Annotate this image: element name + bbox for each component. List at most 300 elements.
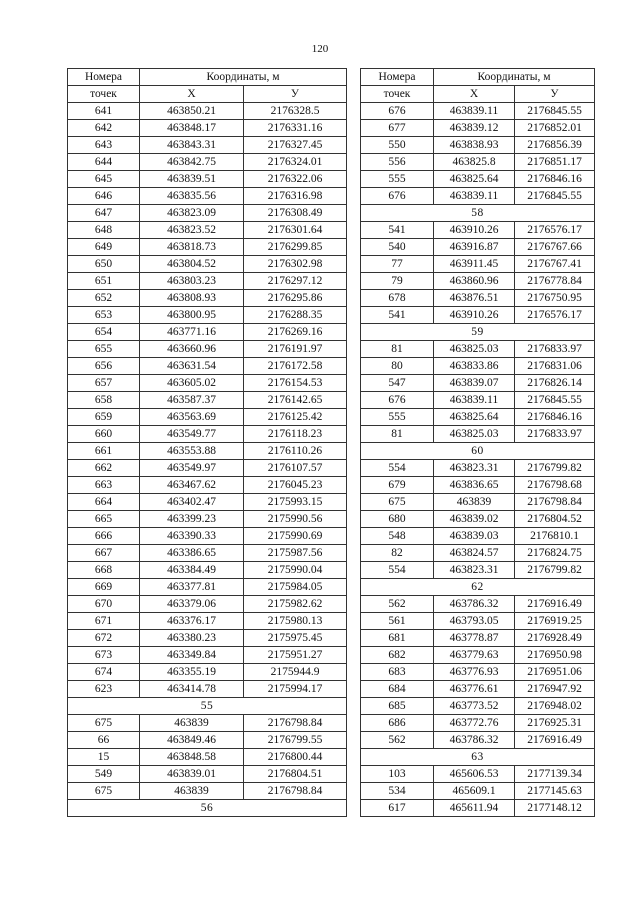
contour-number: 62 <box>361 579 595 596</box>
table-row <box>68 120 347 137</box>
y-coordinate: 2176833.97 <box>515 426 595 443</box>
x-coordinate: 463631.54 <box>140 358 244 375</box>
contour-number: 60 <box>361 443 595 460</box>
x-coordinate: 463911.45 <box>434 256 515 273</box>
x-coordinate: 463779.63 <box>434 647 515 664</box>
x-coordinate: 463379.06 <box>140 596 244 613</box>
x-coordinate: 463839.01 <box>140 766 244 783</box>
point-number: 658 <box>68 392 140 409</box>
point-number: 654 <box>68 324 140 341</box>
x-coordinate: 463800.95 <box>140 307 244 324</box>
point-number: 623 <box>68 681 140 698</box>
point-number: 82 <box>361 545 434 562</box>
y-coordinate: 2176804.52 <box>515 511 595 528</box>
point-number: 77 <box>361 256 434 273</box>
table-row <box>361 409 595 426</box>
y-coordinate: 2176778.84 <box>515 273 595 290</box>
table-body-right <box>361 103 595 817</box>
x-coordinate: 465611.94 <box>434 800 515 817</box>
x-coordinate: 463355.19 <box>140 664 244 681</box>
y-coordinate: 2176846.16 <box>515 409 595 426</box>
point-number: 81 <box>361 426 434 443</box>
point-number: 671 <box>68 613 140 630</box>
table-row <box>361 103 595 120</box>
table-row <box>68 749 347 766</box>
point-number: 683 <box>361 664 434 681</box>
y-coordinate: 2176831.06 <box>515 358 595 375</box>
y-coordinate: 2175987.56 <box>244 545 347 562</box>
header-x: X <box>434 86 515 103</box>
point-number: 676 <box>361 103 434 120</box>
table-row <box>361 171 595 188</box>
y-coordinate: 2177145.63 <box>515 783 595 800</box>
table-row <box>68 137 347 154</box>
y-coordinate: 2176799.55 <box>244 732 347 749</box>
point-number: 541 <box>361 222 434 239</box>
table-row <box>68 596 347 613</box>
y-coordinate: 2176916.49 <box>515 732 595 749</box>
y-coordinate: 2176297.12 <box>244 273 347 290</box>
table-row <box>361 528 595 545</box>
table-row <box>68 647 347 664</box>
x-coordinate: 463825.8 <box>434 154 515 171</box>
x-coordinate: 463839 <box>140 715 244 732</box>
x-coordinate: 463839 <box>140 783 244 800</box>
header-point-line2: точек <box>361 86 434 103</box>
x-coordinate: 463549.97 <box>140 460 244 477</box>
y-coordinate: 2175984.05 <box>244 579 347 596</box>
point-number: 555 <box>361 171 434 188</box>
x-coordinate: 463804.52 <box>140 256 244 273</box>
x-coordinate: 463823.52 <box>140 222 244 239</box>
point-number: 555 <box>361 409 434 426</box>
table-row <box>68 290 347 307</box>
table-row <box>68 562 347 579</box>
table-row <box>68 188 347 205</box>
x-coordinate: 463390.33 <box>140 528 244 545</box>
x-coordinate: 463848.17 <box>140 120 244 137</box>
header-y: У <box>515 86 595 103</box>
table-row <box>361 375 595 392</box>
point-number: 649 <box>68 239 140 256</box>
header-x: X <box>140 86 244 103</box>
x-coordinate: 465606.53 <box>434 766 515 783</box>
y-coordinate: 2176324.01 <box>244 154 347 171</box>
table-row <box>361 613 595 630</box>
x-coordinate: 463838.93 <box>434 137 515 154</box>
x-coordinate: 463605.02 <box>140 375 244 392</box>
x-coordinate: 463839.12 <box>434 120 515 137</box>
point-number: 554 <box>361 460 434 477</box>
table-row <box>68 732 347 749</box>
table-row <box>68 426 347 443</box>
point-number: 669 <box>68 579 140 596</box>
x-coordinate: 463803.23 <box>140 273 244 290</box>
point-number: 656 <box>68 358 140 375</box>
x-coordinate: 463773.52 <box>434 698 515 715</box>
point-number: 660 <box>68 426 140 443</box>
point-number: 80 <box>361 358 434 375</box>
y-coordinate: 2176118.23 <box>244 426 347 443</box>
table-row <box>361 664 595 681</box>
point-number: 675 <box>68 715 140 732</box>
y-coordinate: 2176107.57 <box>244 460 347 477</box>
table-row <box>361 715 595 732</box>
x-coordinate: 463839.03 <box>434 528 515 545</box>
table-row <box>361 460 595 477</box>
table-row <box>68 528 347 545</box>
section-row <box>361 443 595 460</box>
y-coordinate: 2175944.9 <box>244 664 347 681</box>
y-coordinate: 2176845.55 <box>515 392 595 409</box>
y-coordinate: 2176951.06 <box>515 664 595 681</box>
y-coordinate: 2176800.44 <box>244 749 347 766</box>
coordinates-table-right <box>360 68 595 817</box>
y-coordinate: 2176301.64 <box>244 222 347 239</box>
table-row <box>361 477 595 494</box>
table-row <box>68 613 347 630</box>
y-coordinate: 2176110.26 <box>244 443 347 460</box>
table-row <box>68 579 347 596</box>
x-coordinate: 463839.02 <box>434 511 515 528</box>
table-row <box>361 358 595 375</box>
x-coordinate: 463825.64 <box>434 409 515 426</box>
y-coordinate: 2176798.68 <box>515 477 595 494</box>
point-number: 655 <box>68 341 140 358</box>
table-row <box>68 511 347 528</box>
point-number: 617 <box>361 800 434 817</box>
table-row <box>68 545 347 562</box>
table-row <box>361 732 595 749</box>
y-coordinate: 2176045.23 <box>244 477 347 494</box>
table-row <box>68 375 347 392</box>
y-coordinate: 2176845.55 <box>515 103 595 120</box>
table-row <box>361 562 595 579</box>
point-number: 650 <box>68 256 140 273</box>
x-coordinate: 463384.49 <box>140 562 244 579</box>
y-coordinate: 2175951.27 <box>244 647 347 664</box>
x-coordinate: 463835.56 <box>140 188 244 205</box>
y-coordinate: 2176950.98 <box>515 647 595 664</box>
x-coordinate: 463839.11 <box>434 392 515 409</box>
point-number: 561 <box>361 613 434 630</box>
point-number: 678 <box>361 290 434 307</box>
point-number: 652 <box>68 290 140 307</box>
x-coordinate: 463910.26 <box>434 307 515 324</box>
y-coordinate: 2176798.84 <box>244 783 347 800</box>
table-row <box>361 681 595 698</box>
table-row <box>68 783 347 800</box>
y-coordinate: 2176804.51 <box>244 766 347 783</box>
table-row <box>68 460 347 477</box>
y-coordinate: 2176322.06 <box>244 171 347 188</box>
table-row <box>361 698 595 715</box>
point-number: 661 <box>68 443 140 460</box>
x-coordinate: 463839 <box>434 494 515 511</box>
y-coordinate: 2176327.45 <box>244 137 347 154</box>
y-coordinate: 2176852.01 <box>515 120 595 137</box>
y-coordinate: 2175975.45 <box>244 630 347 647</box>
section-row <box>361 579 595 596</box>
y-coordinate: 2176269.16 <box>244 324 347 341</box>
y-coordinate: 2176302.98 <box>244 256 347 273</box>
x-coordinate: 463825.03 <box>434 341 515 358</box>
x-coordinate: 463386.65 <box>140 545 244 562</box>
y-coordinate: 2175990.04 <box>244 562 347 579</box>
header-point-line2: точек <box>68 86 140 103</box>
x-coordinate: 463825.64 <box>434 171 515 188</box>
x-coordinate: 463771.16 <box>140 324 244 341</box>
table-row <box>68 715 347 732</box>
x-coordinate: 463833.86 <box>434 358 515 375</box>
y-coordinate: 2176947.92 <box>515 681 595 698</box>
table-row <box>68 205 347 222</box>
x-coordinate: 463377.81 <box>140 579 244 596</box>
x-coordinate: 463850.21 <box>140 103 244 120</box>
point-number: 647 <box>68 205 140 222</box>
x-coordinate: 463860.96 <box>434 273 515 290</box>
y-coordinate: 2176767.41 <box>515 256 595 273</box>
section-row <box>361 324 595 341</box>
point-number: 667 <box>68 545 140 562</box>
point-number: 686 <box>361 715 434 732</box>
point-number: 665 <box>68 511 140 528</box>
point-number: 641 <box>68 103 140 120</box>
table-row <box>361 120 595 137</box>
y-coordinate: 2175994.17 <box>244 681 347 698</box>
x-coordinate: 463349.84 <box>140 647 244 664</box>
y-coordinate: 2176824.75 <box>515 545 595 562</box>
y-coordinate: 2176856.39 <box>515 137 595 154</box>
x-coordinate: 463776.93 <box>434 664 515 681</box>
table-row <box>68 630 347 647</box>
y-coordinate: 2176328.5 <box>244 103 347 120</box>
table-row <box>361 494 595 511</box>
y-coordinate: 2176767.66 <box>515 239 595 256</box>
point-number: 642 <box>68 120 140 137</box>
point-number: 81 <box>361 341 434 358</box>
y-coordinate: 2176826.14 <box>515 375 595 392</box>
x-coordinate: 463842.75 <box>140 154 244 171</box>
x-coordinate: 463467.62 <box>140 477 244 494</box>
x-coordinate: 463836.65 <box>434 477 515 494</box>
y-coordinate: 2176172.58 <box>244 358 347 375</box>
y-coordinate: 2176798.84 <box>244 715 347 732</box>
point-number: 663 <box>68 477 140 494</box>
y-coordinate: 2176288.35 <box>244 307 347 324</box>
coordinates-table-left <box>67 68 347 817</box>
page-number: 120 <box>311 43 329 55</box>
y-coordinate: 2176316.98 <box>244 188 347 205</box>
x-coordinate: 463778.87 <box>434 630 515 647</box>
point-number: 648 <box>68 222 140 239</box>
y-coordinate: 2176125.42 <box>244 409 347 426</box>
header-point-line1: Номера <box>361 69 434 86</box>
table-row <box>361 239 595 256</box>
contour-number: 59 <box>361 324 595 341</box>
y-coordinate: 2176799.82 <box>515 460 595 477</box>
table-row <box>361 290 595 307</box>
section-row <box>68 698 347 715</box>
header-coordinates: Координаты, м <box>140 69 347 86</box>
point-number: 643 <box>68 137 140 154</box>
point-number: 549 <box>68 766 140 783</box>
y-coordinate: 2177148.12 <box>515 800 595 817</box>
table-row <box>68 307 347 324</box>
table-row <box>68 171 347 188</box>
y-coordinate: 2176299.85 <box>244 239 347 256</box>
table-row <box>361 188 595 205</box>
table-row <box>361 426 595 443</box>
point-number: 682 <box>361 647 434 664</box>
table-row <box>68 273 347 290</box>
contour-number: 63 <box>361 749 595 766</box>
table-row <box>361 154 595 171</box>
x-coordinate: 463839.11 <box>434 103 515 120</box>
x-coordinate: 463776.61 <box>434 681 515 698</box>
point-number: 79 <box>361 273 434 290</box>
x-coordinate: 463916.87 <box>434 239 515 256</box>
x-coordinate: 463839.11 <box>434 188 515 205</box>
table-row <box>361 392 595 409</box>
point-number: 670 <box>68 596 140 613</box>
y-coordinate: 2175982.62 <box>244 596 347 613</box>
table-row <box>68 103 347 120</box>
point-number: 562 <box>361 732 434 749</box>
table-row <box>361 800 595 817</box>
x-coordinate: 463380.23 <box>140 630 244 647</box>
y-coordinate: 2176308.49 <box>244 205 347 222</box>
header-point-line1: Номера <box>68 69 140 86</box>
y-coordinate: 2176846.16 <box>515 171 595 188</box>
point-number: 666 <box>68 528 140 545</box>
x-coordinate: 463793.05 <box>434 613 515 630</box>
section-row <box>68 800 347 817</box>
point-number: 547 <box>361 375 434 392</box>
point-number: 644 <box>68 154 140 171</box>
y-coordinate: 2176331.16 <box>244 120 347 137</box>
table-row <box>361 137 595 154</box>
point-number: 554 <box>361 562 434 579</box>
table-row <box>361 596 595 613</box>
point-number: 674 <box>68 664 140 681</box>
header-y: У <box>244 86 347 103</box>
x-coordinate: 463910.26 <box>434 222 515 239</box>
point-number: 680 <box>361 511 434 528</box>
table-row <box>68 341 347 358</box>
table-row <box>68 222 347 239</box>
y-coordinate: 2176154.53 <box>244 375 347 392</box>
x-coordinate: 463839.07 <box>434 375 515 392</box>
point-number: 659 <box>68 409 140 426</box>
point-number: 672 <box>68 630 140 647</box>
point-number: 668 <box>68 562 140 579</box>
x-coordinate: 463414.78 <box>140 681 244 698</box>
y-coordinate: 2176576.17 <box>515 307 595 324</box>
x-coordinate: 463839.51 <box>140 171 244 188</box>
table-row <box>68 681 347 698</box>
x-coordinate: 463823.31 <box>434 460 515 477</box>
y-coordinate: 2176295.86 <box>244 290 347 307</box>
point-number: 541 <box>361 307 434 324</box>
point-number: 662 <box>68 460 140 477</box>
table-row <box>361 256 595 273</box>
contour-number: 55 <box>68 698 347 715</box>
table-row <box>68 324 347 341</box>
x-coordinate: 463772.76 <box>434 715 515 732</box>
table-row <box>361 545 595 562</box>
point-number: 548 <box>361 528 434 545</box>
point-number: 556 <box>361 154 434 171</box>
y-coordinate: 2176919.25 <box>515 613 595 630</box>
y-coordinate: 2176916.49 <box>515 596 595 613</box>
y-coordinate: 2176799.82 <box>515 562 595 579</box>
y-coordinate: 2176810.1 <box>515 528 595 545</box>
header-coordinates: Координаты, м <box>434 69 595 86</box>
point-number: 681 <box>361 630 434 647</box>
table-row <box>68 358 347 375</box>
table-row <box>361 222 595 239</box>
point-number: 675 <box>68 783 140 800</box>
table-row <box>68 766 347 783</box>
point-number: 562 <box>361 596 434 613</box>
table-row <box>361 511 595 528</box>
table-row <box>68 256 347 273</box>
point-number: 103 <box>361 766 434 783</box>
y-coordinate: 2176798.84 <box>515 494 595 511</box>
point-number: 657 <box>68 375 140 392</box>
table-row <box>68 409 347 426</box>
x-coordinate: 463823.31 <box>434 562 515 579</box>
point-number: 676 <box>361 392 434 409</box>
contour-number: 58 <box>361 205 595 222</box>
point-number: 646 <box>68 188 140 205</box>
y-coordinate: 2175980.13 <box>244 613 347 630</box>
x-coordinate: 463660.96 <box>140 341 244 358</box>
x-coordinate: 463786.32 <box>434 732 515 749</box>
table-row <box>361 307 595 324</box>
y-coordinate: 2176948.02 <box>515 698 595 715</box>
y-coordinate: 2177139.34 <box>515 766 595 783</box>
point-number: 651 <box>68 273 140 290</box>
table-row <box>361 630 595 647</box>
x-coordinate: 463876.51 <box>434 290 515 307</box>
point-number: 676 <box>361 188 434 205</box>
table-row <box>361 783 595 800</box>
point-number: 679 <box>361 477 434 494</box>
point-number: 534 <box>361 783 434 800</box>
point-number: 675 <box>361 494 434 511</box>
y-coordinate: 2176142.65 <box>244 392 347 409</box>
x-coordinate: 463808.93 <box>140 290 244 307</box>
y-coordinate: 2175990.56 <box>244 511 347 528</box>
y-coordinate: 2176191.97 <box>244 341 347 358</box>
x-coordinate: 463399.23 <box>140 511 244 528</box>
section-row <box>361 749 595 766</box>
x-coordinate: 463849.46 <box>140 732 244 749</box>
y-coordinate: 2175990.69 <box>244 528 347 545</box>
x-coordinate: 463563.69 <box>140 409 244 426</box>
table-row <box>361 273 595 290</box>
x-coordinate: 463402.47 <box>140 494 244 511</box>
table-row <box>361 341 595 358</box>
table-row <box>68 443 347 460</box>
table-row <box>68 494 347 511</box>
x-coordinate: 463843.31 <box>140 137 244 154</box>
x-coordinate: 463549.77 <box>140 426 244 443</box>
table-row <box>68 154 347 171</box>
x-coordinate: 463848.58 <box>140 749 244 766</box>
